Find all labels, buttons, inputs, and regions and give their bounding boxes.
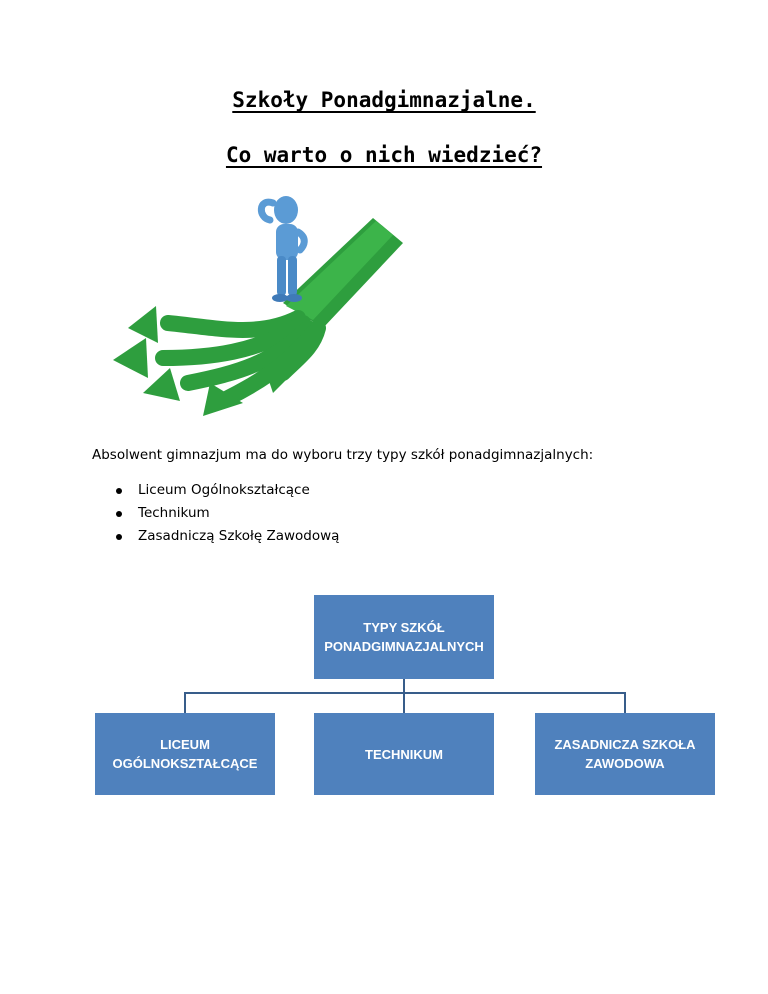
list-item xyxy=(112,525,339,548)
crossroads-arrows-figure-icon xyxy=(108,188,420,418)
bullet-icon xyxy=(116,511,122,517)
connector-line xyxy=(403,679,405,693)
list-item-label: Zasadniczą Szkołę Zawodową xyxy=(138,528,340,544)
page-subtitle: Co warto o nich wiedzieć? xyxy=(225,143,543,167)
list-item-label: Liceum Ogólnokształcące xyxy=(138,482,310,498)
connector-line xyxy=(184,692,626,694)
org-child-box-zasadnicza: ZASADNICZA SZKOŁA ZAWODOWA xyxy=(535,713,715,795)
org-child-box-technikum: TECHNIKUM xyxy=(314,713,494,795)
connector-line xyxy=(184,692,186,713)
list-item-label: Technikum xyxy=(138,505,210,521)
connector-line xyxy=(624,692,626,713)
bullet-icon xyxy=(116,488,122,494)
list-item xyxy=(112,479,339,502)
bullet-icon xyxy=(116,534,122,540)
org-child-box-liceum: LICEUM OGÓLNOKSZTAŁCĄCE xyxy=(95,713,275,795)
intro-text: Absolwent gimnazjum ma do wyboru trzy typy szkół ponadgimnazjalnych: xyxy=(92,447,594,463)
page-title: Szkoły Ponadgimnazjalne. xyxy=(232,88,536,112)
list-item xyxy=(112,502,339,525)
org-root-box: TYPY SZKÓŁ PONADGIMNAZJALNYCH xyxy=(314,595,494,679)
connector-line xyxy=(403,692,405,713)
school-types-list xyxy=(112,479,339,548)
